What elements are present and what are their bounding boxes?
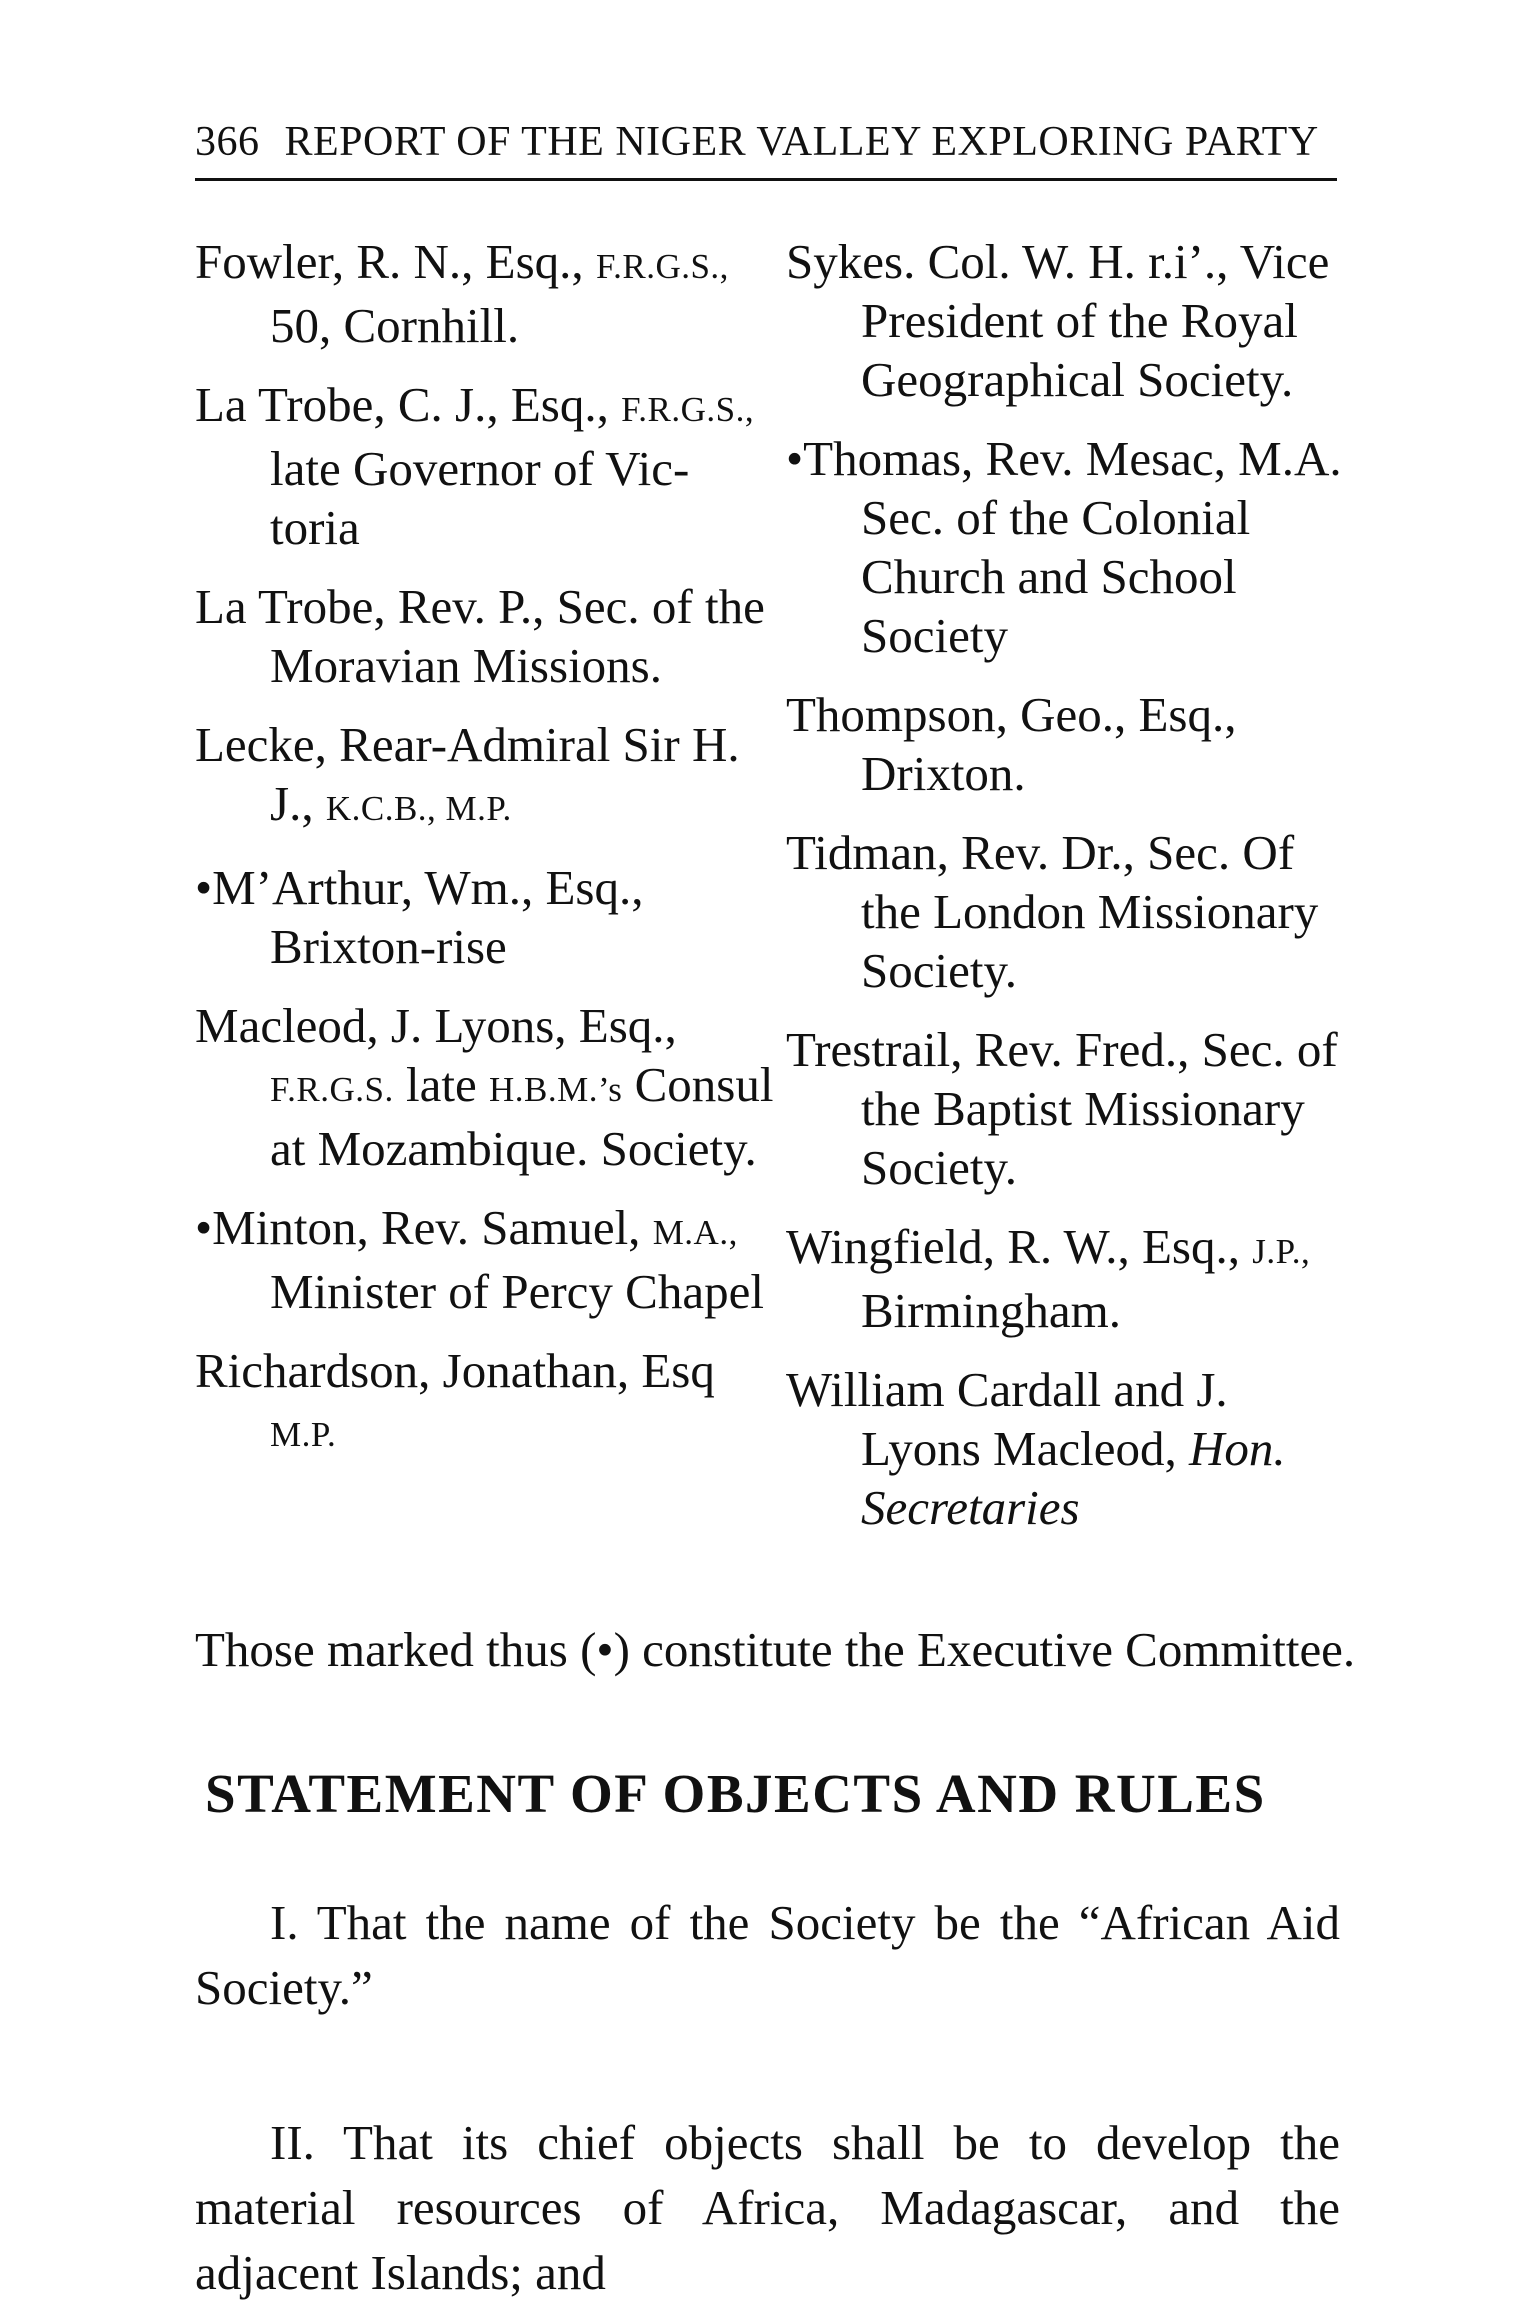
section-heading: STATEMENT OF OBJECTS AND RULES [205,1763,1266,1824]
member-entry: Sykes. Col. W. H. r.i’., Vice President of the Royal Geographical Society. [786,234,1330,407]
member-entry: Thompson, Geo., Esq., Drixton. [786,687,1237,801]
member-entry: Trestrail, Rev. Fred., Sec. of the Baptist Missionary Society. [786,1022,1338,1195]
member-entry: Fowler, R. N., Esq., F.R.G.S., 50, Cornhill. [195,234,729,353]
member-entry: La Trobe, C. J., Esq., F.R.G.S., late Governor of Vic-toria [195,377,755,555]
member-entry: Lecke, Rear-Admiral Sir H. J., K.C.B., M.P. [195,717,740,831]
member-entry: •Minton, Rev. Samuel, M.A., Minister of Percy Chapel [195,1200,764,1319]
rule-paragraph: II. That its chief objects shall be to develop the material resources of Africa, Madagascar, and the adjacent Islands; and [195,2115,1340,2300]
page-number: 366 [195,119,260,165]
members-left-column [195,232,775,1484]
member-entry: Tidman, Rev. Dr., Sec. Of the London Missionary Society. [786,825,1319,998]
running-title: REPORT OF THE NIGER VALLEY EXPLORING PARTY [284,119,1319,165]
running-header [195,118,1335,166]
members-right-column [786,232,1356,1557]
member-entry: •M’Arthur, Wm., Esq., Brixton-rise [195,860,644,974]
member-entry: Macleod, J. Lyons, Esq., F.R.G.S. late H.B.M.’s Consul at Mozambique. Society. [195,998,774,1176]
member-entry: La Trobe, Rev. P., Sec. of the Moravian Missions. [195,579,765,693]
member-entry: •Thomas, Rev. Mesac, M.A. Sec. of the Colonial Church and School Society [786,431,1342,663]
member-entry: William Cardall and J. Lyons Macleod, Hon. Secretaries [786,1362,1286,1535]
member-entry: Richardson, Jonathan, Esq M.P. [195,1343,715,1454]
executive-committee-note: Those marked thus (•) constitute the Executive Committee. [195,1622,1356,1677]
member-entry: Wingfield, R. W., Esq., J.P., Birmingham. [786,1219,1311,1338]
rule-paragraph: I. That the name of the Society be the “African Aid Society.” [195,1895,1340,2015]
header-rule [195,178,1337,181]
